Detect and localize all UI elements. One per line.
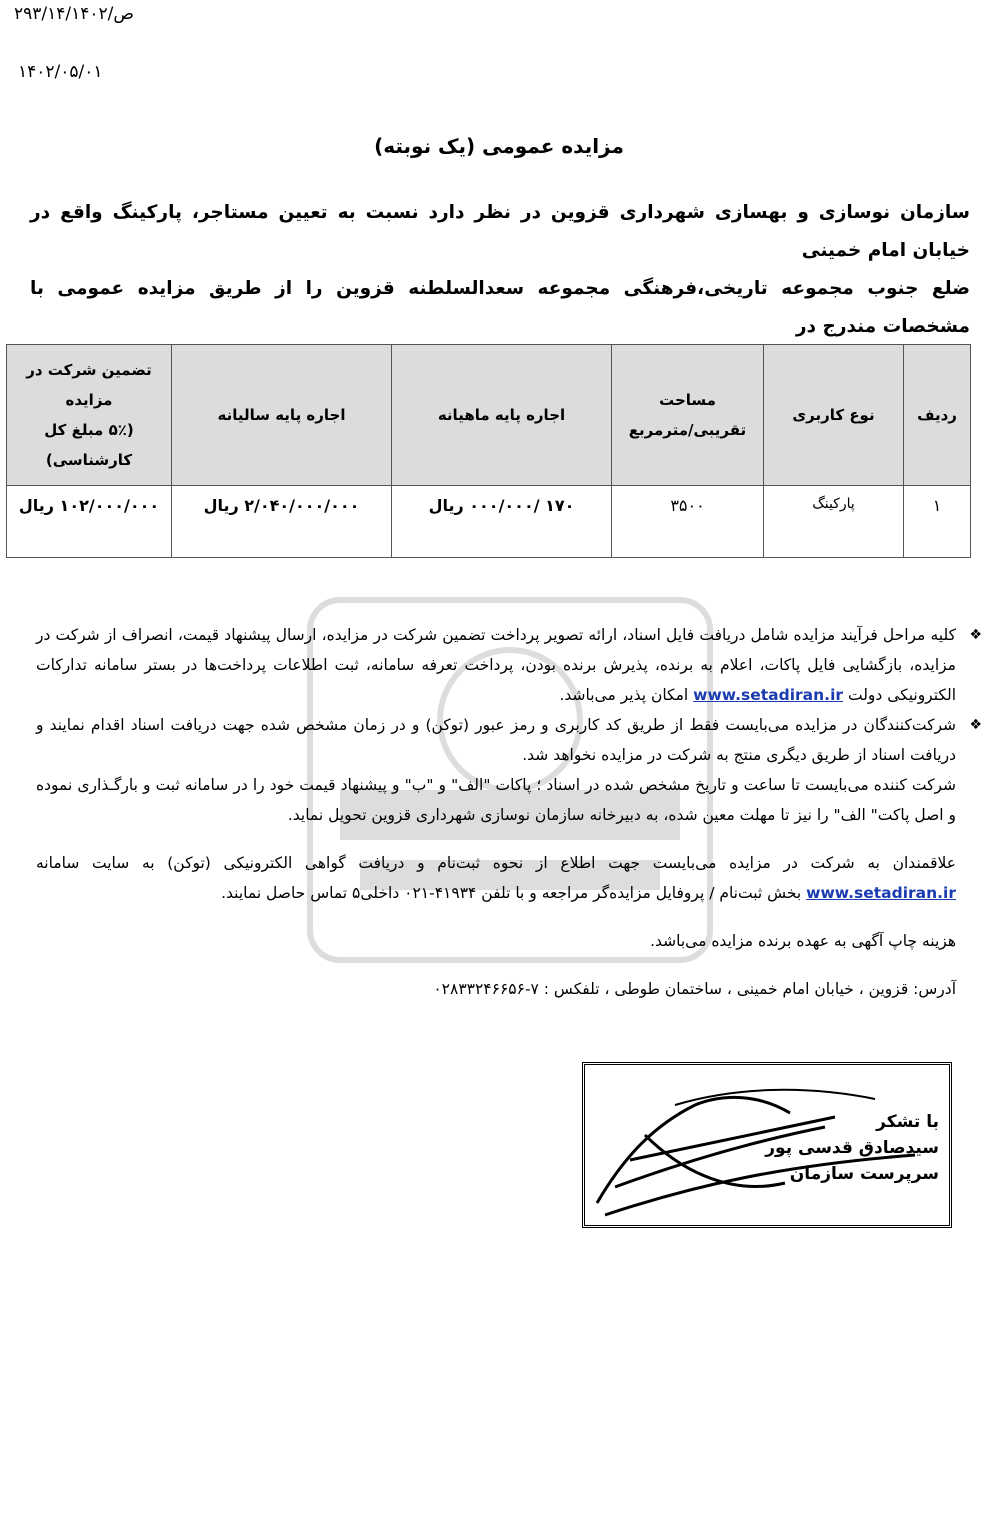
cell-usage-type: پارکینگ <box>764 486 904 558</box>
cell-annual-rent: ۲/۰۴۰/۰۰۰/۰۰۰ ریال <box>172 486 392 558</box>
header-usage-type: نوع کاربری <box>764 345 904 486</box>
diamond-bullet-icon: ❖ <box>969 627 982 643</box>
cell-monthly-rent: ۱۷۰ /۰۰۰/۰۰۰ ریال <box>392 486 612 558</box>
note-paragraph: شرکت کننده می‌بایست تا ساعت و تاریخ مشخص شده در اسناد ؛ پاکات "الف" و "ب" و پیشنهاد قیمت خود را در سامانه ثبت و بارگـذاری نموده و اصل پاکت" الف" را نیز تا مهلت معین شده، به دبیرخانه سازمان نوسازی شهرداری قزوین تحویل نماید. <box>36 776 956 824</box>
signature-greeting: با تشکر <box>876 1112 939 1132</box>
table-header-row <box>7 345 971 486</box>
setadiran-link[interactable]: www.setadiran.ir <box>806 884 956 902</box>
signature-text <box>765 1109 939 1187</box>
diamond-bullet-icon: ❖ <box>969 717 982 733</box>
header-guarantee: تضمین شرکت در مزایده (۵٪ مبلغ کل کارشناسی) <box>7 345 172 486</box>
page-title: مزایده عمومی (یک نوبته) <box>374 134 624 158</box>
auction-table <box>6 344 971 558</box>
address-line: آدرس: قزوین ، خیابان امام خمینی ، ساختمان طوطی ، تلفکس : ۷-۰۲۸۳۳۲۴۶۶۵۶ <box>433 980 956 998</box>
cell-row-number: ۱ <box>904 486 971 558</box>
note-item <box>36 710 982 770</box>
signature-box <box>582 1062 952 1228</box>
note-paragraph: هزینه چاپ آگهی به عهده برنده مزایده می‌باشد. <box>650 932 956 950</box>
note-text: علاقمندان به شرکت در مزایده می‌بایست جهت اطلاع از نحوه ثبت‌نام و دریافت گواهی الکترونیکی (توکن) به سایت سامانه <box>36 854 956 872</box>
header-area: مساحت تقریبی/مترمربع <box>612 345 764 486</box>
notes-section <box>36 620 982 1004</box>
note-text: کلیه مراحل فرآیند مزایده شامل دریافت فایل اسناد، ارائه تصویر پرداخت تضمین شرکت در مزایده، ارسال پیشنهاد قیمت، انصراف از شرکت در مزایده، بازگشایی فایل پاکات، اعلام به برنده، پذیرش برنده بودن، پرداخت تعرفه سامانه، ثبت اطلاعات پرداخت‌ها در بستر سامانه تدارکات الکترونیکی دولت <box>36 626 956 704</box>
header-monthly-rent: اجاره پایه ماهیانه <box>392 345 612 486</box>
cell-area: ۳۵۰۰ <box>612 486 764 558</box>
note-paragraph <box>36 848 956 908</box>
reference-number: ۲۹۳/ص/۱۴/۱۴۰۲ <box>14 4 134 24</box>
header-row-number: ردیف <box>904 345 971 486</box>
cell-guarantee: ۱۰۲/۰۰۰/۰۰۰ ریال <box>7 486 172 558</box>
note-text: بخش ثبت‌نام / پروفایل مزایده‌گر مراجعه و با تلفن ۴۱۹۳۴-۰۲۱ داخلی۵ تماس حاصل نمایند. <box>221 884 802 902</box>
setadiran-link[interactable]: www.setadiran.ir <box>693 686 844 704</box>
note-text: شرکت‌کنندگان در مزایده می‌بایست فقط از طریق کد کاربری و رمز عبور (توکن) و در زمان مشخص شده جهت دریافت اسناد اقدام نمایند و دریافت اسناد از طریق دیگری منتج به شرکت در مزایده نخواهد شد. <box>36 716 956 764</box>
note-text: امکان پذیر می‌باشد. <box>559 686 689 704</box>
signature-name: سیدصادق قدسی پور <box>765 1138 939 1158</box>
note-item <box>36 620 982 710</box>
signature-position: سرپرست سازمان <box>789 1164 939 1184</box>
intro-line: سازمان نوسازی و بهسازی شهرداری قزوین در نظر دارد نسبت به تعیین مستاجر، پارکینگ واقع در خیابان امام خمینی <box>30 202 970 261</box>
table-row <box>7 486 971 558</box>
document-date: ۱۴۰۲/۰۵/۰۱ <box>18 62 103 82</box>
header-annual-rent: اجاره پایه سالیانه <box>172 345 392 486</box>
intro-line: ضلع جنوب مجموعه تاریخی،فرهنگی مجموعه سعدالسلطنه قزوین را از طریق مزایده عمومی با مشخصات مندرج در <box>30 278 970 337</box>
